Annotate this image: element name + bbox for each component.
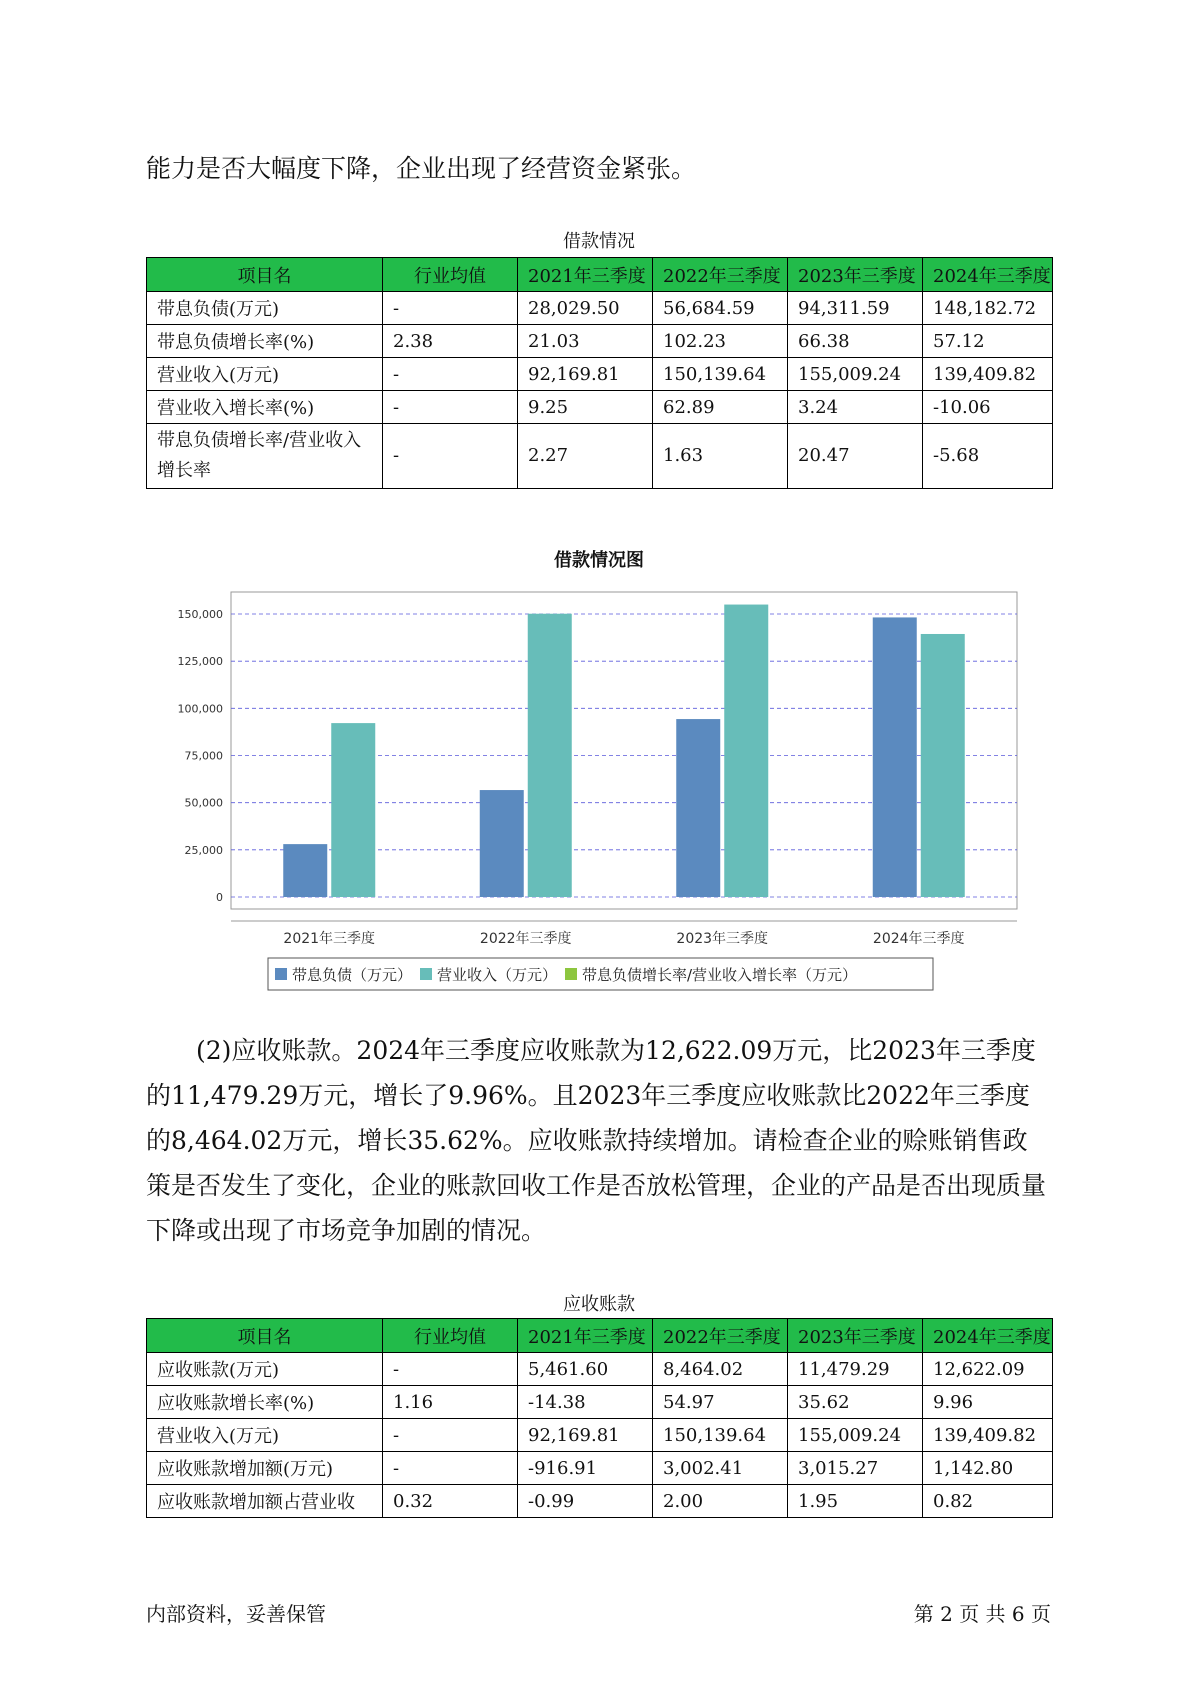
y-tick-label: 50,000 xyxy=(184,796,223,810)
column-header: 项目名 xyxy=(147,1319,383,1353)
table-row xyxy=(147,1452,1053,1485)
table-cell: 2.27 xyxy=(518,424,653,489)
table-cell: 3.24 xyxy=(788,391,923,424)
x-tick-label: 2021年三季度 xyxy=(283,931,376,947)
table-cell: 56,684.59 xyxy=(653,292,788,325)
table-cell: 1.16 xyxy=(383,1386,518,1419)
bar-1 xyxy=(676,719,720,897)
table-cell: 营业收入增长率(%) xyxy=(147,391,383,424)
table-cell: - xyxy=(383,391,518,424)
table-cell: 155,009.24 xyxy=(788,1419,923,1452)
x-tick-label: 2023年三季度 xyxy=(676,931,769,947)
table-cell: 营业收入(万元) xyxy=(147,358,383,391)
table-cell: 1.63 xyxy=(653,424,788,489)
table-row xyxy=(147,1386,1053,1419)
table-cell: - xyxy=(383,1419,518,1452)
table-header-row xyxy=(147,1319,1053,1353)
table-cell: 92,169.81 xyxy=(518,1419,653,1452)
table-cell: 21.03 xyxy=(518,325,653,358)
table-cell: 应收账款增长率(%) xyxy=(147,1386,383,1419)
bar-1 xyxy=(283,844,327,897)
table-cell: 139,409.82 xyxy=(923,1419,1053,1452)
table-cell: -916.91 xyxy=(518,1452,653,1485)
column-header: 行业均值 xyxy=(383,1319,518,1353)
table-cell: 1,142.80 xyxy=(923,1452,1053,1485)
table-cell: 57.12 xyxy=(923,325,1053,358)
chart-title: 借款情况图 xyxy=(554,550,644,571)
table-cell: 150,139.64 xyxy=(653,358,788,391)
table-cell: 139,409.82 xyxy=(923,358,1053,391)
y-tick-label: 75,000 xyxy=(184,749,223,763)
column-header: 2023年三季度 xyxy=(788,1319,923,1353)
x-tick-label: 2022年三季度 xyxy=(479,931,572,947)
table-cell: -10.06 xyxy=(923,391,1053,424)
y-tick-label: 100,000 xyxy=(177,702,223,716)
table-cell: 150,139.64 xyxy=(653,1419,788,1452)
receivables-paragraph: (2)应收账款。2024年三季度应收账款为12,622.09万元，比2023年三季度的11,479.29万元，增长了9.96%。且2023年三季度应收账款比2022年三季度的8,464.02万元，增长35.62%。应收账款持续增加。请检查企业的赊账销售政策是否发生了变化，企业的账款回收工作是否放松管理，企业的产品是否出现质量下降或出现了市场竞争加剧的情况。 xyxy=(146,1036,1047,1245)
table-cell: 应收账款(万元) xyxy=(147,1353,383,1386)
column-header: 2021年三季度 xyxy=(518,258,653,292)
table-cell: 5,461.60 xyxy=(518,1353,653,1386)
table-cell: -0.99 xyxy=(518,1485,653,1518)
table-cell: 9.25 xyxy=(518,391,653,424)
table-cell: 应收账款增加额占营业收 xyxy=(147,1485,383,1518)
legend-label: 带息负债（万元） xyxy=(292,966,413,984)
bar-1 xyxy=(480,790,524,897)
bar-2 xyxy=(724,605,768,897)
table-cell: 35.62 xyxy=(788,1386,923,1419)
column-header: 2024年三季度 xyxy=(923,258,1053,292)
table-cell: 66.38 xyxy=(788,325,923,358)
table-cell: 2.38 xyxy=(383,325,518,358)
table-cell: 54.97 xyxy=(653,1386,788,1419)
table-cell: - xyxy=(383,424,518,489)
table-cell: 155,009.24 xyxy=(788,358,923,391)
table-cell: 20.47 xyxy=(788,424,923,489)
legend-swatch xyxy=(565,968,577,980)
table-cell: 营业收入(万元) xyxy=(147,1419,383,1452)
table-cell: 带息负债(万元) xyxy=(147,292,383,325)
y-tick-label: 125,000 xyxy=(177,655,223,669)
table-cell: -5.68 xyxy=(923,424,1053,489)
table-cell: - xyxy=(383,1353,518,1386)
column-header: 项目名 xyxy=(147,258,383,292)
table-cell: - xyxy=(383,358,518,391)
table-cell: 148,182.72 xyxy=(923,292,1053,325)
table-cell: 28,029.50 xyxy=(518,292,653,325)
y-tick-label: 0 xyxy=(216,891,223,904)
legend-swatch xyxy=(420,968,432,980)
column-header: 2022年三季度 xyxy=(653,1319,788,1353)
table-cell: 带息负债增长率/营业收入增长率 xyxy=(147,424,383,489)
table-cell: 3,015.27 xyxy=(788,1452,923,1485)
legend-label: 营业收入（万元） xyxy=(437,966,558,984)
table-cell: 9.96 xyxy=(923,1386,1053,1419)
table-cell: 0.82 xyxy=(923,1485,1053,1518)
column-header: 2021年三季度 xyxy=(518,1319,653,1353)
table-cell: 12,622.09 xyxy=(923,1353,1053,1386)
bar-2 xyxy=(921,634,965,897)
table-cell: 92,169.81 xyxy=(518,358,653,391)
table-cell: - xyxy=(383,292,518,325)
intro-paragraph: 能力是否大幅度下降，企业出现了经营资金紧张。 xyxy=(146,154,697,183)
table-cell: -14.38 xyxy=(518,1386,653,1419)
column-header: 2023年三季度 xyxy=(788,258,923,292)
bar-1 xyxy=(873,617,917,897)
legend-swatch xyxy=(275,968,287,980)
column-header: 2022年三季度 xyxy=(653,258,788,292)
y-tick-label: 150,000 xyxy=(177,608,223,621)
table-cell: 0.32 xyxy=(383,1485,518,1518)
bar-2 xyxy=(331,723,375,897)
table-row xyxy=(147,1485,1053,1518)
x-tick-label: 2024年三季度 xyxy=(872,931,965,947)
table-cell: - xyxy=(383,1452,518,1485)
column-header: 行业均值 xyxy=(383,258,518,292)
table-cell: 3,002.41 xyxy=(653,1452,788,1485)
receivables-table xyxy=(146,1318,1053,1518)
table-cell: 带息负债增长率(%) xyxy=(147,325,383,358)
table-cell: 2.00 xyxy=(653,1485,788,1518)
table-cell: 11,479.29 xyxy=(788,1353,923,1386)
bar-2 xyxy=(528,614,572,897)
table-cell: 1.95 xyxy=(788,1485,923,1518)
table-cell: 102.23 xyxy=(653,325,788,358)
column-header: 2024年三季度 xyxy=(923,1319,1053,1353)
table-cell: 应收账款增加额(万元) xyxy=(147,1452,383,1485)
y-tick-label: 25,000 xyxy=(184,843,223,857)
table-cell: 62.89 xyxy=(653,391,788,424)
table1-caption: 借款情况 xyxy=(563,231,635,252)
table2-caption: 应收账款 xyxy=(563,1294,635,1315)
legend-label: 带息负债增长率/营业收入增长率（万元） xyxy=(582,966,858,984)
footer-note: 内部资料，妥善保管 xyxy=(146,1602,326,1626)
page-number: 第 2 页 共 6 页 xyxy=(913,1602,1051,1626)
table-row xyxy=(147,1419,1053,1452)
table-row xyxy=(147,1353,1053,1386)
table-cell: 8,464.02 xyxy=(653,1353,788,1386)
table-cell: 94,311.59 xyxy=(788,292,923,325)
